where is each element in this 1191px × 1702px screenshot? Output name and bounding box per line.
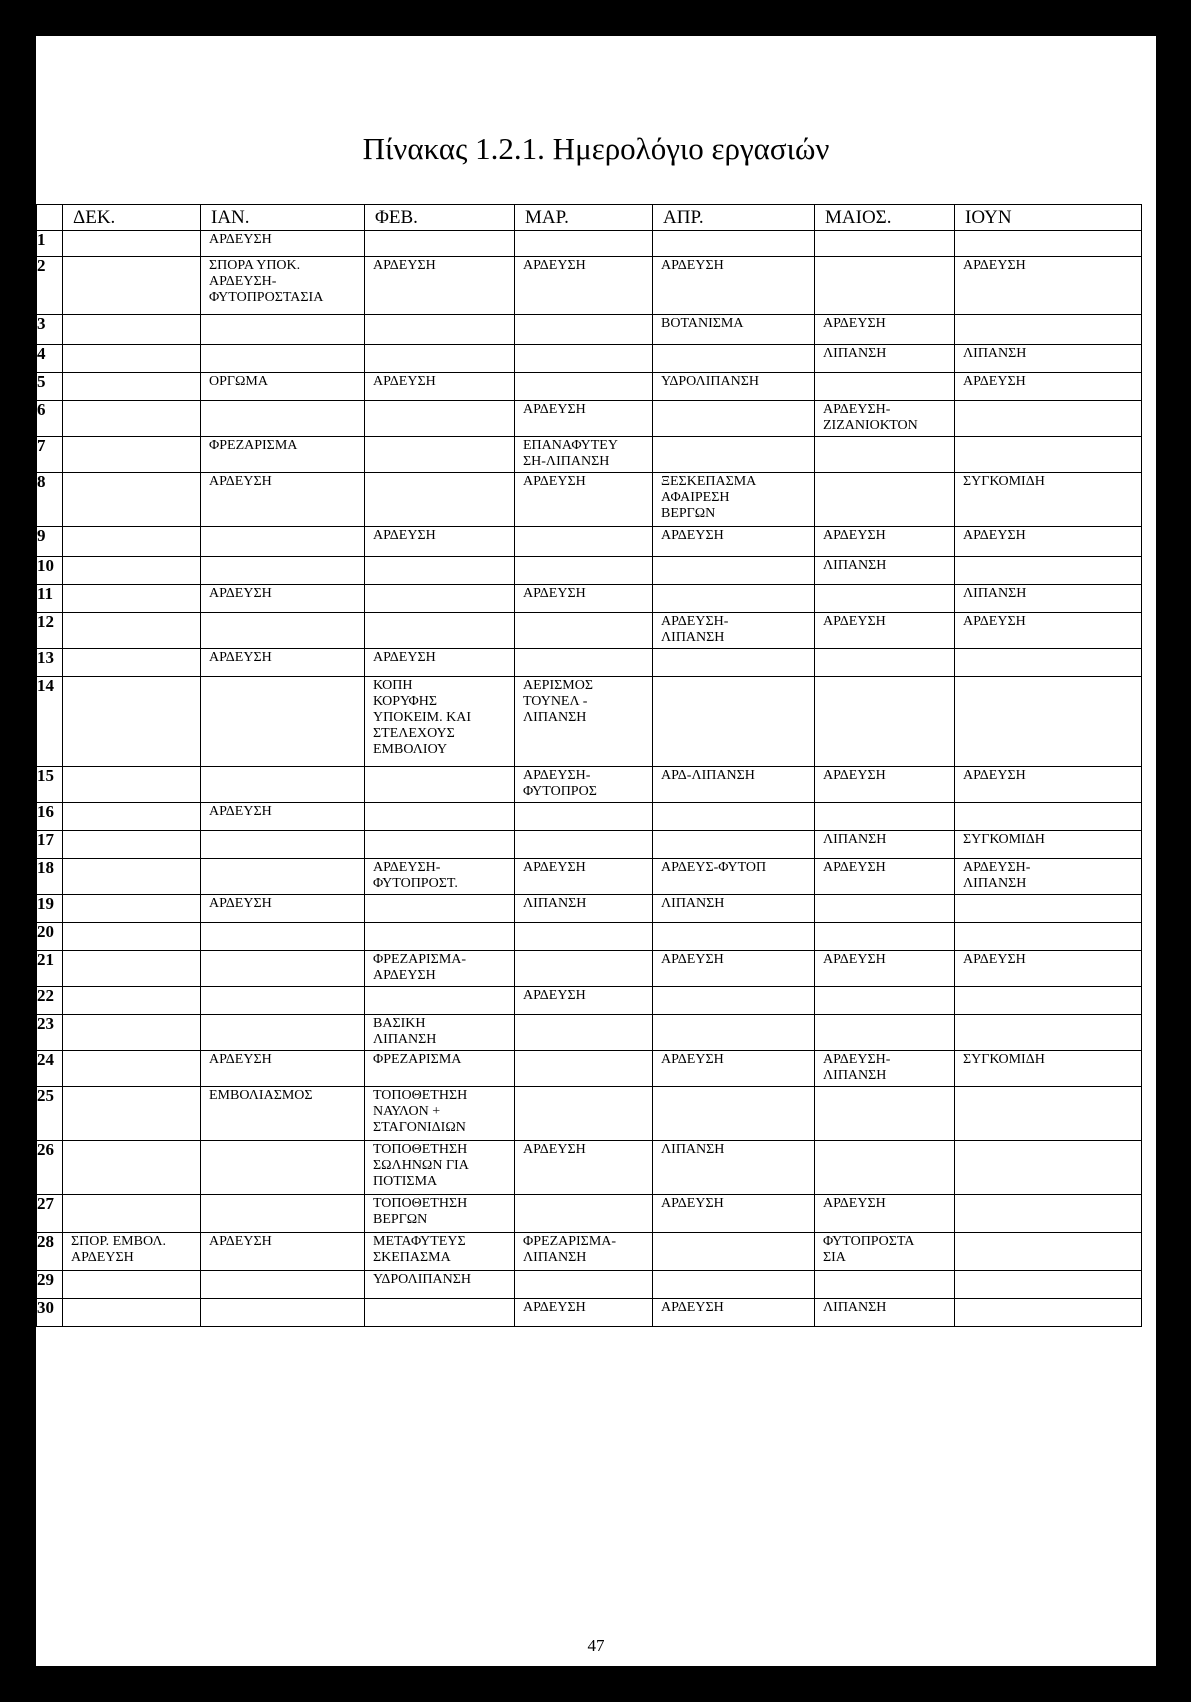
task-cell: ΑΡΔΕΥΣΗ- ΦΥΤΟΠΡΟΣΤ. xyxy=(365,859,515,895)
task-cell xyxy=(365,401,515,437)
task-cell xyxy=(201,677,365,767)
task-cell xyxy=(955,1299,1142,1327)
task-cell xyxy=(653,401,815,437)
task-cell: ΤΟΠΟΘΕΤΗΣΗ ΝΑΥΛΟΝ + ΣΤΑΓΟΝΙΔΙΩΝ xyxy=(365,1087,515,1141)
task-cell: ΜΕΤΑΦΥΤΕΥΣ ΣΚΕΠΑΣΜΑ xyxy=(365,1233,515,1271)
task-cell: ΑΡΔ-ΛΙΠΑΝΣΗ xyxy=(653,767,815,803)
task-cell: ΛΙΠΑΝΣΗ xyxy=(815,557,955,585)
task-cell: ΑΡΔΕΥΣΗ- ΖΙΖΑΝΙΟΚΤΟΝ xyxy=(815,401,955,437)
task-cell xyxy=(63,613,201,649)
task-cell xyxy=(201,401,365,437)
task-cell: ΑΡΔΕΥΣΗ xyxy=(653,257,815,315)
task-cell xyxy=(653,831,815,859)
task-cell xyxy=(955,315,1142,345)
day-number: 24 xyxy=(37,1051,63,1087)
task-cell: ΦΡΕΖΑΡΙΣΜΑ- ΛΙΠΑΝΣΗ xyxy=(515,1233,653,1271)
task-cell: ΣΠΟΡ. ΕΜΒΟΛ. ΑΡΔΕΥΣΗ xyxy=(63,1233,201,1271)
task-cell xyxy=(365,473,515,527)
task-cell: ΦΥΤΟΠΡΟΣΤΑ ΣΙΑ xyxy=(815,1233,955,1271)
task-cell xyxy=(201,527,365,557)
task-cell: ΑΡΔΕΥΣΗ xyxy=(201,649,365,677)
task-cell xyxy=(815,895,955,923)
task-cell xyxy=(815,1087,955,1141)
task-cell xyxy=(365,987,515,1015)
task-cell xyxy=(365,613,515,649)
task-cell xyxy=(365,803,515,831)
table-row xyxy=(37,1051,1142,1087)
task-cell xyxy=(955,923,1142,951)
task-cell: ΣΥΓΚΟΜΙΔΗ xyxy=(955,473,1142,527)
table-row xyxy=(37,373,1142,401)
task-cell: ΑΡΔΕΥΣΗ xyxy=(515,257,653,315)
task-cell xyxy=(365,923,515,951)
task-cell xyxy=(955,231,1142,257)
task-cell: ΑΡΔΕΥΣΗ xyxy=(815,767,955,803)
task-cell xyxy=(365,895,515,923)
day-number: 2 xyxy=(37,257,63,315)
day-number: 13 xyxy=(37,649,63,677)
table-row xyxy=(37,585,1142,613)
task-cell xyxy=(515,1051,653,1087)
task-cell xyxy=(653,345,815,373)
table-row xyxy=(37,613,1142,649)
task-cell: ΑΡΔΕΥΣΗ xyxy=(201,231,365,257)
task-cell xyxy=(201,951,365,987)
task-cell: ΑΡΔΕΥΣΗ xyxy=(515,473,653,527)
task-cell xyxy=(955,1015,1142,1051)
task-cell: ΛΙΠΑΝΣΗ xyxy=(815,1299,955,1327)
task-cell: ΑΡΔΕΥΣΗ xyxy=(365,257,515,315)
day-number: 3 xyxy=(37,315,63,345)
task-cell xyxy=(365,315,515,345)
day-number: 23 xyxy=(37,1015,63,1051)
task-cell xyxy=(63,803,201,831)
task-cell xyxy=(653,1271,815,1299)
table-row xyxy=(37,831,1142,859)
column-header: ΔΕΚ. xyxy=(63,205,201,231)
task-cell xyxy=(515,315,653,345)
day-number: 14 xyxy=(37,677,63,767)
day-number: 5 xyxy=(37,373,63,401)
task-cell xyxy=(815,1015,955,1051)
day-number: 7 xyxy=(37,437,63,473)
task-cell xyxy=(815,373,955,401)
task-cell xyxy=(515,527,653,557)
task-cell xyxy=(365,437,515,473)
task-cell xyxy=(955,1271,1142,1299)
task-cell xyxy=(365,831,515,859)
task-cell: ΑΡΔΕΥΣΗ xyxy=(515,1299,653,1327)
task-cell: ΑΡΔΕΥΣΗ xyxy=(201,1233,365,1271)
task-cell xyxy=(955,1195,1142,1233)
task-cell xyxy=(201,1015,365,1051)
task-cell xyxy=(63,473,201,527)
task-cell: ΞΕΣΚΕΠΑΣΜΑ ΑΦΑΙΡΕΣΗ ΒΕΡΓΩΝ xyxy=(653,473,815,527)
task-cell: ΑΡΔΕΥΣΗ xyxy=(201,895,365,923)
task-cell xyxy=(63,257,201,315)
task-cell xyxy=(815,473,955,527)
task-cell xyxy=(515,923,653,951)
task-cell: ΑΡΔΕΥΣΗ xyxy=(955,951,1142,987)
task-cell xyxy=(63,1141,201,1195)
task-cell: ΚΟΠΗ ΚΟΡΥΦΗΣ ΥΠΟΚΕΙΜ. ΚΑΙ ΣΤΕΛΕΧΟΥΣ ΕΜΒΟΛΙΟΥ xyxy=(365,677,515,767)
task-cell: ΟΡΓΩΜΑ xyxy=(201,373,365,401)
task-cell xyxy=(63,767,201,803)
task-cell: ΑΡΔΕΥΣΗ xyxy=(653,1195,815,1233)
column-header: ΑΠΡ. xyxy=(653,205,815,231)
task-cell xyxy=(365,585,515,613)
task-cell xyxy=(815,649,955,677)
task-cell xyxy=(653,1233,815,1271)
task-cell xyxy=(63,437,201,473)
task-cell: ΑΡΔΕΥΣΗ xyxy=(365,527,515,557)
task-cell: ΕΠΑΝΑΦΥΤΕΥ ΣΗ-ΛΙΠΑΝΣΗ xyxy=(515,437,653,473)
table-row xyxy=(37,557,1142,585)
day-number: 29 xyxy=(37,1271,63,1299)
day-number: 18 xyxy=(37,859,63,895)
task-cell: ΑΡΔΕΥΣΗ xyxy=(365,649,515,677)
day-number: 26 xyxy=(37,1141,63,1195)
task-cell xyxy=(515,1271,653,1299)
task-cell: ΑΕΡΙΣΜΟΣ ΤΟΥΝΕΛ - ΛΙΠΑΝΣΗ xyxy=(515,677,653,767)
task-cell xyxy=(815,1141,955,1195)
task-cell: ΑΡΔΕΥΣΗ xyxy=(955,527,1142,557)
task-cell xyxy=(515,649,653,677)
task-cell: ΑΡΔΕΥΣΗ xyxy=(365,373,515,401)
task-cell: ΑΡΔΕΥΣΗ xyxy=(515,987,653,1015)
task-cell xyxy=(955,1233,1142,1271)
table-row xyxy=(37,859,1142,895)
task-cell xyxy=(955,649,1142,677)
task-cell: ΛΙΠΑΝΣΗ xyxy=(815,831,955,859)
task-cell xyxy=(515,1195,653,1233)
task-cell xyxy=(63,1015,201,1051)
task-cell: ΛΙΠΑΝΣΗ xyxy=(653,1141,815,1195)
task-cell xyxy=(63,923,201,951)
task-cell xyxy=(63,585,201,613)
task-cell: ΕΜΒΟΛΙΑΣΜΟΣ xyxy=(201,1087,365,1141)
task-cell xyxy=(815,231,955,257)
task-cell: ΑΡΔΕΥΣΗ xyxy=(653,527,815,557)
day-number: 16 xyxy=(37,803,63,831)
task-cell: ΑΡΔΕΥΣΗ xyxy=(955,257,1142,315)
day-number: 22 xyxy=(37,987,63,1015)
table-row xyxy=(37,803,1142,831)
table-row xyxy=(37,527,1142,557)
column-header xyxy=(37,205,63,231)
day-number: 30 xyxy=(37,1299,63,1327)
task-cell xyxy=(653,437,815,473)
task-cell xyxy=(63,649,201,677)
task-cell xyxy=(63,527,201,557)
task-cell xyxy=(815,803,955,831)
task-cell: ΑΡΔΕΥΣΗ xyxy=(653,1051,815,1087)
day-number: 20 xyxy=(37,923,63,951)
task-cell: ΛΙΠΑΝΣΗ xyxy=(955,585,1142,613)
table-row xyxy=(37,677,1142,767)
table-row xyxy=(37,1195,1142,1233)
task-cell: ΛΙΠΑΝΣΗ xyxy=(815,345,955,373)
task-cell xyxy=(515,557,653,585)
task-cell xyxy=(63,1271,201,1299)
task-cell xyxy=(515,951,653,987)
table-row xyxy=(37,1233,1142,1271)
task-cell xyxy=(63,345,201,373)
task-cell xyxy=(201,557,365,585)
task-cell: ΑΡΔΕΥΣΗ xyxy=(815,859,955,895)
task-cell xyxy=(201,923,365,951)
table-row xyxy=(37,951,1142,987)
task-cell: ΑΡΔΕΥΣΗ xyxy=(815,315,955,345)
task-cell: ΥΔΡΟΛΙΠΑΝΣΗ xyxy=(365,1271,515,1299)
task-cell xyxy=(815,585,955,613)
task-cell xyxy=(653,585,815,613)
task-cell xyxy=(515,373,653,401)
task-cell xyxy=(63,831,201,859)
task-cell xyxy=(515,1015,653,1051)
task-cell: ΣΠΟΡΑ ΥΠΟΚ. ΑΡΔΕΥΣΗ- ΦΥΤΟΠΡΟΣΤΑΣΙΑ xyxy=(201,257,365,315)
task-cell: ΑΡΔΕΥΣΗ xyxy=(653,1299,815,1327)
task-cell: ΥΔΡΟΛΙΠΑΝΣΗ xyxy=(653,373,815,401)
table-row xyxy=(37,1015,1142,1051)
task-cell xyxy=(201,831,365,859)
column-header: ΙΑΝ. xyxy=(201,205,365,231)
day-number: 6 xyxy=(37,401,63,437)
column-header: ΦΕΒ. xyxy=(365,205,515,231)
task-cell: ΑΡΔΕΥΣΗ xyxy=(201,585,365,613)
day-number: 9 xyxy=(37,527,63,557)
task-cell xyxy=(653,1015,815,1051)
task-cell xyxy=(63,557,201,585)
task-cell: ΛΙΠΑΝΣΗ xyxy=(515,895,653,923)
table-row xyxy=(37,1299,1142,1327)
column-header: ΜΑΙΟΣ. xyxy=(815,205,955,231)
task-cell xyxy=(515,803,653,831)
task-cell: ΦΡΕΖΑΡΙΣΜΑ xyxy=(365,1051,515,1087)
task-cell xyxy=(63,987,201,1015)
task-cell xyxy=(201,1299,365,1327)
task-cell xyxy=(63,1087,201,1141)
task-cell: ΑΡΔΕΥΣΗ- ΛΙΠΑΝΣΗ xyxy=(653,613,815,649)
table-row xyxy=(37,1271,1142,1299)
task-cell xyxy=(955,437,1142,473)
column-header: ΜΑΡ. xyxy=(515,205,653,231)
task-cell xyxy=(201,767,365,803)
task-cell: ΑΡΔΕΥΣΗ xyxy=(201,1051,365,1087)
day-number: 17 xyxy=(37,831,63,859)
task-cell xyxy=(653,677,815,767)
task-cell: ΒΟΤΑΝΙΣΜΑ xyxy=(653,315,815,345)
table-row xyxy=(37,231,1142,257)
task-cell xyxy=(815,257,955,315)
table-row xyxy=(37,895,1142,923)
task-cell xyxy=(63,1299,201,1327)
task-cell: ΑΡΔΕΥΣΗ- ΛΙΠΑΝΣΗ xyxy=(815,1051,955,1087)
task-cell xyxy=(955,1141,1142,1195)
task-cell: ΑΡΔΕΥΣΗ xyxy=(815,613,955,649)
table-row xyxy=(37,401,1142,437)
task-cell: ΤΟΠΟΘΕΤΗΣΗ ΣΩΛΗΝΩΝ ΓΙΑ ΠΟΤΙΣΜΑ xyxy=(365,1141,515,1195)
task-cell: ΑΡΔΕΥΣΗ- ΛΙΠΑΝΣΗ xyxy=(955,859,1142,895)
task-cell: ΒΑΣΙΚΗ ΛΙΠΑΝΣΗ xyxy=(365,1015,515,1051)
task-cell xyxy=(365,345,515,373)
column-header: ΙΟΥΝ xyxy=(955,205,1142,231)
task-cell xyxy=(63,1195,201,1233)
task-cell xyxy=(63,231,201,257)
task-cell xyxy=(201,345,365,373)
table-row xyxy=(37,1087,1142,1141)
task-cell xyxy=(653,649,815,677)
day-number: 15 xyxy=(37,767,63,803)
task-cell xyxy=(201,1141,365,1195)
task-cell xyxy=(653,987,815,1015)
task-cell xyxy=(653,231,815,257)
table-row xyxy=(37,345,1142,373)
table-body xyxy=(37,231,1142,1327)
task-cell xyxy=(653,1087,815,1141)
task-cell: ΣΥΓΚΟΜΙΔΗ xyxy=(955,831,1142,859)
task-cell: ΑΡΔΕΥΣΗ xyxy=(515,401,653,437)
task-cell: ΑΡΔΕΥΣΗ xyxy=(515,859,653,895)
task-cell xyxy=(63,859,201,895)
task-cell xyxy=(653,923,815,951)
task-cell xyxy=(815,1271,955,1299)
day-number: 11 xyxy=(37,585,63,613)
task-cell xyxy=(63,401,201,437)
table-row xyxy=(37,1141,1142,1195)
task-cell xyxy=(815,437,955,473)
task-cell xyxy=(515,345,653,373)
task-cell xyxy=(365,557,515,585)
task-cell xyxy=(63,373,201,401)
task-cell xyxy=(201,1195,365,1233)
page-number: 47 xyxy=(587,1636,605,1655)
header-row xyxy=(37,205,1142,231)
day-number: 1 xyxy=(37,231,63,257)
task-cell xyxy=(201,987,365,1015)
task-cell xyxy=(63,895,201,923)
task-cell xyxy=(653,803,815,831)
task-cell: ΑΡΔΕΥΣΗ xyxy=(515,1141,653,1195)
task-cell: ΑΡΔΕΥΣΗ- ΦΥΤΟΠΡΟΣ xyxy=(515,767,653,803)
task-cell xyxy=(201,613,365,649)
task-cell xyxy=(653,557,815,585)
task-cell xyxy=(365,231,515,257)
task-cell: ΑΡΔΕΥΣΗ xyxy=(201,473,365,527)
task-cell: ΑΡΔΕΥΣΗ xyxy=(955,767,1142,803)
task-cell: ΦΡΕΖΑΡΙΣΜΑ- ΑΡΔΕΥΣΗ xyxy=(365,951,515,987)
task-cell xyxy=(955,895,1142,923)
day-number: 25 xyxy=(37,1087,63,1141)
task-cell xyxy=(955,1087,1142,1141)
task-cell xyxy=(63,1051,201,1087)
task-cell xyxy=(201,315,365,345)
task-cell xyxy=(815,987,955,1015)
day-number: 8 xyxy=(37,473,63,527)
day-number: 28 xyxy=(37,1233,63,1271)
day-number: 10 xyxy=(37,557,63,585)
table-row xyxy=(37,437,1142,473)
table-row xyxy=(37,257,1142,315)
task-cell: ΑΡΔΕΥΣΗ xyxy=(815,951,955,987)
task-cell: ΦΡΕΖΑΡΙΣΜΑ xyxy=(201,437,365,473)
task-cell: ΑΡΔΕΥΣΗ xyxy=(815,1195,955,1233)
task-cell: ΛΙΠΑΝΣΗ xyxy=(653,895,815,923)
table-row xyxy=(37,315,1142,345)
task-cell xyxy=(201,859,365,895)
task-cell xyxy=(815,923,955,951)
task-cell: ΑΡΔΕΥΣΗ xyxy=(955,373,1142,401)
task-cell: ΤΟΠΟΘΕΤΗΣΗ ΒΕΡΓΩΝ xyxy=(365,1195,515,1233)
day-number: 27 xyxy=(37,1195,63,1233)
task-cell xyxy=(365,767,515,803)
task-cell: ΣΥΓΚΟΜΙΔΗ xyxy=(955,1051,1142,1087)
work-calendar-table xyxy=(36,204,1142,1327)
task-cell xyxy=(955,557,1142,585)
table-row xyxy=(37,649,1142,677)
task-cell xyxy=(955,401,1142,437)
page-title: Πίνακας 1.2.1. Ημερολόγιο εργασιών xyxy=(362,131,830,166)
task-cell: ΑΡΔΕΥΣΗ xyxy=(955,613,1142,649)
table-row xyxy=(37,987,1142,1015)
task-cell: ΑΡΔΕΥΣ-ΦΥΤΟΠ xyxy=(653,859,815,895)
task-cell: ΑΡΔΕΥΣΗ xyxy=(201,803,365,831)
day-number: 19 xyxy=(37,895,63,923)
task-cell xyxy=(63,315,201,345)
day-number: 4 xyxy=(37,345,63,373)
task-cell xyxy=(63,677,201,767)
task-cell xyxy=(515,613,653,649)
task-cell: ΑΡΔΕΥΣΗ xyxy=(653,951,815,987)
task-cell xyxy=(955,987,1142,1015)
task-cell xyxy=(515,231,653,257)
task-cell xyxy=(201,1271,365,1299)
day-number: 21 xyxy=(37,951,63,987)
task-cell xyxy=(955,677,1142,767)
table-row xyxy=(37,923,1142,951)
task-cell: ΑΡΔΕΥΣΗ xyxy=(515,585,653,613)
table-row xyxy=(37,767,1142,803)
task-cell xyxy=(63,951,201,987)
table-row xyxy=(37,473,1142,527)
task-cell xyxy=(515,1087,653,1141)
task-cell: ΛΙΠΑΝΣΗ xyxy=(955,345,1142,373)
task-cell xyxy=(365,1299,515,1327)
task-cell xyxy=(815,677,955,767)
document-page xyxy=(36,36,1156,1666)
task-cell xyxy=(515,831,653,859)
task-cell xyxy=(955,803,1142,831)
task-cell: ΑΡΔΕΥΣΗ xyxy=(815,527,955,557)
day-number: 12 xyxy=(37,613,63,649)
